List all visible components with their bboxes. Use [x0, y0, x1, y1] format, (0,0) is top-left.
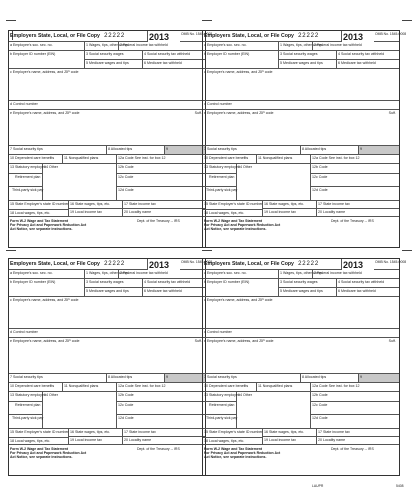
box18-local-wages-field[interactable]: 18 Local wages, tips, etc. — [203, 437, 263, 445]
treasury-dept-label: Dept. of the Treasury -- IRS — [331, 447, 374, 451]
box12d-field[interactable]: 12d Code — [117, 415, 205, 429]
retirement-plan-checkbox[interactable]: Retirement plan — [9, 174, 43, 187]
form-footer — [204, 447, 280, 460]
box13-statutory-employee[interactable]: 13 Statutory employee — [203, 392, 237, 402]
form-title: Employers State, Local, or File Copy 22222 — [203, 31, 342, 42]
box9-shaded: 9 — [165, 374, 205, 383]
box16-state-wages-field[interactable]: 16 State wages, tips, etc. — [263, 201, 317, 209]
top-right-tick-mark — [402, 20, 412, 21]
box20-locality-field[interactable]: 20 Locality name — [317, 437, 399, 445]
control-number-field[interactable]: d Control number — [9, 329, 205, 338]
employee-ssn-field[interactable]: a Employee's soc. sec. no. — [203, 42, 279, 51]
form-footer — [10, 219, 86, 232]
employee-name-address-field[interactable]: e Employee's name, address, and ZIP code Suff. — [203, 338, 399, 374]
footer-form-name: Form W-2 Wage and Tax Statement — [204, 219, 263, 223]
retirement-plan-checkbox[interactable]: Retirement plan — [203, 174, 237, 187]
box12b-field[interactable]: 12b Code — [311, 392, 399, 402]
box4-ss-tax-field[interactable]: 4 Social security tax withheld — [143, 279, 205, 288]
box1-wages-field[interactable]: 1 Wages, tips, other comp. — [279, 270, 313, 279]
box11-nonqualified-field[interactable]: 11 Nonqualified plans — [257, 383, 311, 392]
box12a-field[interactable]: 12a Code See inst. for box 12 — [311, 155, 399, 164]
box12d-field[interactable]: 12d Code — [117, 187, 205, 201]
third-party-sick-pay-checkbox[interactable]: Third-party sick pay — [203, 187, 237, 201]
box4-ss-tax-field[interactable]: 4 Social security tax withheld — [337, 51, 399, 60]
box20-locality-field[interactable]: 20 Locality name — [123, 437, 205, 445]
box7-ss-tips-field[interactable]: 7 Social security tips — [9, 374, 107, 383]
form-year: 2013 — [149, 32, 170, 42]
box1-wages-field[interactable]: 1 Wages, tips, other comp. — [85, 270, 119, 279]
third-party-sick-pay-checkbox[interactable]: Third-party sick pay — [9, 187, 43, 201]
box14-other-field[interactable]: 14 Other — [237, 164, 311, 201]
box10-dependent-care-field[interactable]: 10 Dependent care benefits — [9, 383, 63, 392]
box1-wages-field[interactable]: 1 Wages, tips, other comp. — [85, 42, 119, 51]
box9-shaded: 9 — [359, 374, 399, 383]
control-number-field[interactable]: d Control number — [203, 329, 399, 338]
box14-other-field[interactable]: 14 Other — [237, 392, 311, 429]
box15-state-id-field[interactable]: 15 State Employer's state ID number — [9, 429, 69, 445]
w2-form-bottom-right — [202, 258, 407, 476]
form-footer — [204, 219, 280, 232]
box12c-field[interactable]: 12c Code — [117, 174, 205, 187]
box6-medicare-tax-field[interactable]: 6 Medicare tax withheld — [143, 288, 205, 297]
box19-local-tax-field[interactable]: 19 Local income tax — [69, 209, 123, 217]
box16-state-wages-field[interactable]: 16 State wages, tips, etc. — [69, 201, 123, 209]
control-number-field[interactable]: d Control number — [9, 101, 205, 110]
box17-state-tax-field[interactable]: 17 State income tax — [317, 201, 399, 209]
footer-instructions: Act Notice, see separate instructions. — [204, 455, 267, 460]
box10-dependent-care-field[interactable]: 10 Dependent care benefits — [9, 155, 63, 164]
box15-state-id-field[interactable]: 15 State Employer's state ID number — [203, 429, 263, 445]
box18-local-wages-field[interactable]: 18 Local wages, tips, etc. — [9, 437, 69, 445]
employer-ein-field[interactable]: b Employer ID number (EIN) — [203, 279, 279, 297]
form-title: Employers State, Local, or File Copy 22222 — [203, 259, 342, 270]
box12b-field[interactable]: 12b Code — [117, 164, 205, 174]
box12d-field[interactable]: 12d Code — [311, 187, 399, 201]
box5-medicare-wages-field[interactable]: 5 Medicare wages and tips — [85, 288, 143, 297]
box17-state-tax-field[interactable]: 17 State income tax — [123, 429, 205, 437]
box14-other-field[interactable]: 14 Other — [43, 392, 117, 429]
suffix-label: Suff. — [388, 339, 396, 343]
middle-right-tick-mark — [402, 250, 412, 251]
box13-statutory-employee[interactable]: 13 Statutory employee — [9, 392, 43, 402]
box12d-field[interactable]: 12d Code — [311, 415, 399, 429]
w2-form-bottom-left — [8, 258, 213, 476]
form-year: 2013 — [149, 260, 170, 270]
box12b-field[interactable]: 12b Code — [311, 164, 399, 174]
omb-number: OMB No. 1545-0008 — [180, 259, 205, 270]
box6-medicare-tax-field[interactable]: 6 Medicare tax withheld — [337, 60, 399, 69]
box7-ss-tips-field[interactable]: 7 Social security tips — [203, 374, 301, 383]
footer-instructions: Act Notice, see separate instructions. — [10, 227, 73, 232]
employer-name-address-field[interactable]: c Employer's name, address, and ZIP code — [203, 297, 399, 329]
box19-local-tax-field[interactable]: 19 Local income tax — [69, 437, 123, 445]
box12c-field[interactable]: 12c Code — [311, 402, 399, 415]
form-code: 22222 — [297, 31, 319, 39]
box19-local-tax-field[interactable]: 19 Local income tax — [263, 437, 317, 445]
box7-ss-tips-field[interactable]: 7 Social security tips — [203, 146, 301, 155]
retirement-plan-checkbox[interactable]: Retirement plan — [9, 402, 43, 415]
box4-ss-tax-field[interactable]: 4 Social security tax withheld — [143, 51, 205, 60]
box12c-field[interactable]: 12c Code — [311, 174, 399, 187]
omb-number: OMB No. 1545-0008 — [180, 31, 205, 42]
box20-locality-field[interactable]: 20 Locality name — [123, 209, 205, 217]
form-year: 2013 — [343, 32, 364, 42]
box12a-field[interactable]: 12a Code See inst. for box 12 — [311, 383, 399, 392]
box3-ss-wages-field[interactable]: 3 Social security wages — [279, 279, 337, 288]
form-code: 22222 — [297, 259, 319, 267]
plate-code-right: 5408 — [396, 484, 404, 488]
box8-allocated-tips-field[interactable]: 8 Allocated tips — [301, 374, 359, 383]
footer-form-name: Form W-2 Wage and Tax Statement — [204, 447, 263, 451]
box8-allocated-tips-field[interactable]: 8 Allocated tips — [107, 146, 165, 155]
employee-ssn-field[interactable]: a Employee's soc. sec. no. — [9, 270, 85, 279]
box15-state-id-field[interactable]: 15 State Employer's state ID number — [203, 201, 263, 217]
box17-state-tax-field[interactable]: 17 State income tax — [317, 429, 399, 437]
box2-federal-tax-field[interactable]: 2 Federal income tax withheld — [313, 270, 399, 279]
box6-medicare-tax-field[interactable]: 6 Medicare tax withheld — [143, 60, 205, 69]
footer-privacy-notice: For Privacy Act and Paperwork Reduction Act — [204, 223, 281, 228]
treasury-dept-label: Dept. of the Treasury -- IRS — [331, 219, 374, 223]
employer-ein-field[interactable]: b Employer ID number (EIN) — [9, 279, 85, 297]
suffix-label: Suff. — [194, 339, 202, 343]
box4-ss-tax-field[interactable]: 4 Social security tax withheld — [337, 279, 399, 288]
form-title: Employers State, Local, or File Copy 22222 — [9, 31, 148, 42]
box1-wages-field[interactable]: 1 Wages, tips, other comp. — [279, 42, 313, 51]
box15-state-id-field[interactable]: 15 State Employer's state ID number — [9, 201, 69, 217]
plate-code-left: LAUPR — [312, 484, 324, 488]
control-number-field[interactable]: d Control number — [203, 101, 399, 110]
form-code: 22222 — [103, 259, 125, 267]
suffix-label: Suff. — [388, 111, 396, 115]
box2-federal-tax-field[interactable]: 2 Federal income tax withheld — [313, 42, 399, 51]
box5-medicare-wages-field[interactable]: 5 Medicare wages and tips — [279, 288, 337, 297]
footer-form-name: Form W-2 Wage and Tax Statement — [10, 219, 69, 223]
middle-center-tick-mark — [202, 250, 212, 251]
omb-number: OMB No. 1545-0008 — [374, 259, 399, 270]
box12a-field[interactable]: 12a Code See inst. for box 12 — [117, 383, 205, 392]
box7-ss-tips-field[interactable]: 7 Social security tips — [9, 146, 107, 155]
middle-left-tick-mark — [6, 250, 16, 251]
box12c-field[interactable]: 12c Code — [117, 402, 205, 415]
employer-name-address-field[interactable]: c Employer's name, address, and ZIP code — [203, 69, 399, 101]
retirement-plan-checkbox[interactable]: Retirement plan — [203, 402, 237, 415]
w2-form-top-right — [202, 30, 407, 248]
box18-local-wages-field[interactable]: 18 Local wages, tips, etc. — [9, 209, 69, 217]
third-party-sick-pay-checkbox[interactable]: Third-party sick pay — [9, 415, 43, 429]
box6-medicare-tax-field[interactable]: 6 Medicare tax withheld — [337, 288, 399, 297]
box3-ss-wages-field[interactable]: 3 Social security wages — [85, 279, 143, 288]
box5-medicare-wages-field[interactable]: 5 Medicare wages and tips — [279, 60, 337, 69]
treasury-dept-label: Dept. of the Treasury -- IRS — [137, 447, 180, 451]
top-left-tick-mark — [6, 20, 16, 21]
employee-ssn-field[interactable]: a Employee's soc. sec. no. — [203, 270, 279, 279]
box2-federal-tax-field[interactable]: 2 Federal income tax withheld — [119, 270, 205, 279]
employee-name-address-field[interactable]: e Employee's name, address, and ZIP code Suff. — [203, 110, 399, 146]
top-center-tick-mark — [202, 20, 212, 21]
employee-name-address-field[interactable]: e Employee's name, address, and ZIP code Suff. — [9, 338, 205, 374]
footer-instructions: Act Notice, see separate instructions. — [204, 227, 267, 232]
box3-ss-wages-field[interactable]: 3 Social security wages — [85, 51, 143, 60]
box10-dependent-care-field[interactable]: 10 Dependent care benefits — [203, 155, 257, 164]
box16-state-wages-field[interactable]: 16 State wages, tips, etc. — [69, 429, 123, 437]
footer-instructions: Act Notice, see separate instructions. — [10, 455, 73, 460]
box13-statutory-employee[interactable]: 13 Statutory employee — [203, 164, 237, 174]
box14-other-field[interactable]: 14 Other — [43, 164, 117, 201]
box8-allocated-tips-field[interactable]: 8 Allocated tips — [107, 374, 165, 383]
employee-name-address-field[interactable]: e Employee's name, address, and ZIP code Suff. — [9, 110, 205, 146]
box13-statutory-employee[interactable]: 13 Statutory employee — [9, 164, 43, 174]
form-code: 22222 — [103, 31, 125, 39]
box11-nonqualified-field[interactable]: 11 Nonqualified plans — [63, 155, 117, 164]
w2-form-top-left — [8, 30, 213, 248]
box5-medicare-wages-field[interactable]: 5 Medicare wages and tips — [85, 60, 143, 69]
form-title: Employers State, Local, or File Copy 22222 — [9, 259, 148, 270]
suffix-label: Suff. — [194, 111, 202, 115]
box8-allocated-tips-field[interactable]: 8 Allocated tips — [301, 146, 359, 155]
box2-federal-tax-field[interactable]: 2 Federal income tax withheld — [119, 42, 205, 51]
box9-shaded: 9 — [165, 146, 205, 155]
form-footer — [10, 447, 86, 460]
box3-ss-wages-field[interactable]: 3 Social security wages — [279, 51, 337, 60]
box12b-field[interactable]: 12b Code — [117, 392, 205, 402]
box11-nonqualified-field[interactable]: 11 Nonqualified plans — [63, 383, 117, 392]
box18-local-wages-field[interactable]: 18 Local wages, tips, etc. — [203, 209, 263, 217]
footer-privacy-notice: For Privacy Act and Paperwork Reduction Act — [10, 223, 87, 228]
box19-local-tax-field[interactable]: 19 Local income tax — [263, 209, 317, 217]
box9-shaded: 9 — [359, 146, 399, 155]
box20-locality-field[interactable]: 20 Locality name — [317, 209, 399, 217]
treasury-dept-label: Dept. of the Treasury -- IRS — [137, 219, 180, 223]
footer-privacy-notice: For Privacy Act and Paperwork Reduction Act — [10, 451, 87, 456]
footer-privacy-notice: For Privacy Act and Paperwork Reduction Act — [204, 451, 281, 456]
omb-number: OMB No. 1545-0008 — [374, 31, 399, 42]
employer-ein-field[interactable]: b Employer ID number (EIN) — [9, 51, 85, 69]
box12a-field[interactable]: 12a Code See inst. for box 12 — [117, 155, 205, 164]
employer-name-address-field[interactable]: c Employer's name, address, and ZIP code — [9, 69, 205, 101]
form-year: 2013 — [343, 260, 364, 270]
box10-dependent-care-field[interactable]: 10 Dependent care benefits — [203, 383, 257, 392]
employee-ssn-field[interactable]: a Employee's soc. sec. no. — [9, 42, 85, 51]
third-party-sick-pay-checkbox[interactable]: Third-party sick pay — [203, 415, 237, 429]
box17-state-tax-field[interactable]: 17 State income tax — [123, 201, 205, 209]
employer-ein-field[interactable]: b Employer ID number (EIN) — [203, 51, 279, 69]
employer-name-address-field[interactable]: c Employer's name, address, and ZIP code — [9, 297, 205, 329]
box16-state-wages-field[interactable]: 16 State wages, tips, etc. — [263, 429, 317, 437]
footer-form-name: Form W-2 Wage and Tax Statement — [10, 447, 69, 451]
box11-nonqualified-field[interactable]: 11 Nonqualified plans — [257, 155, 311, 164]
